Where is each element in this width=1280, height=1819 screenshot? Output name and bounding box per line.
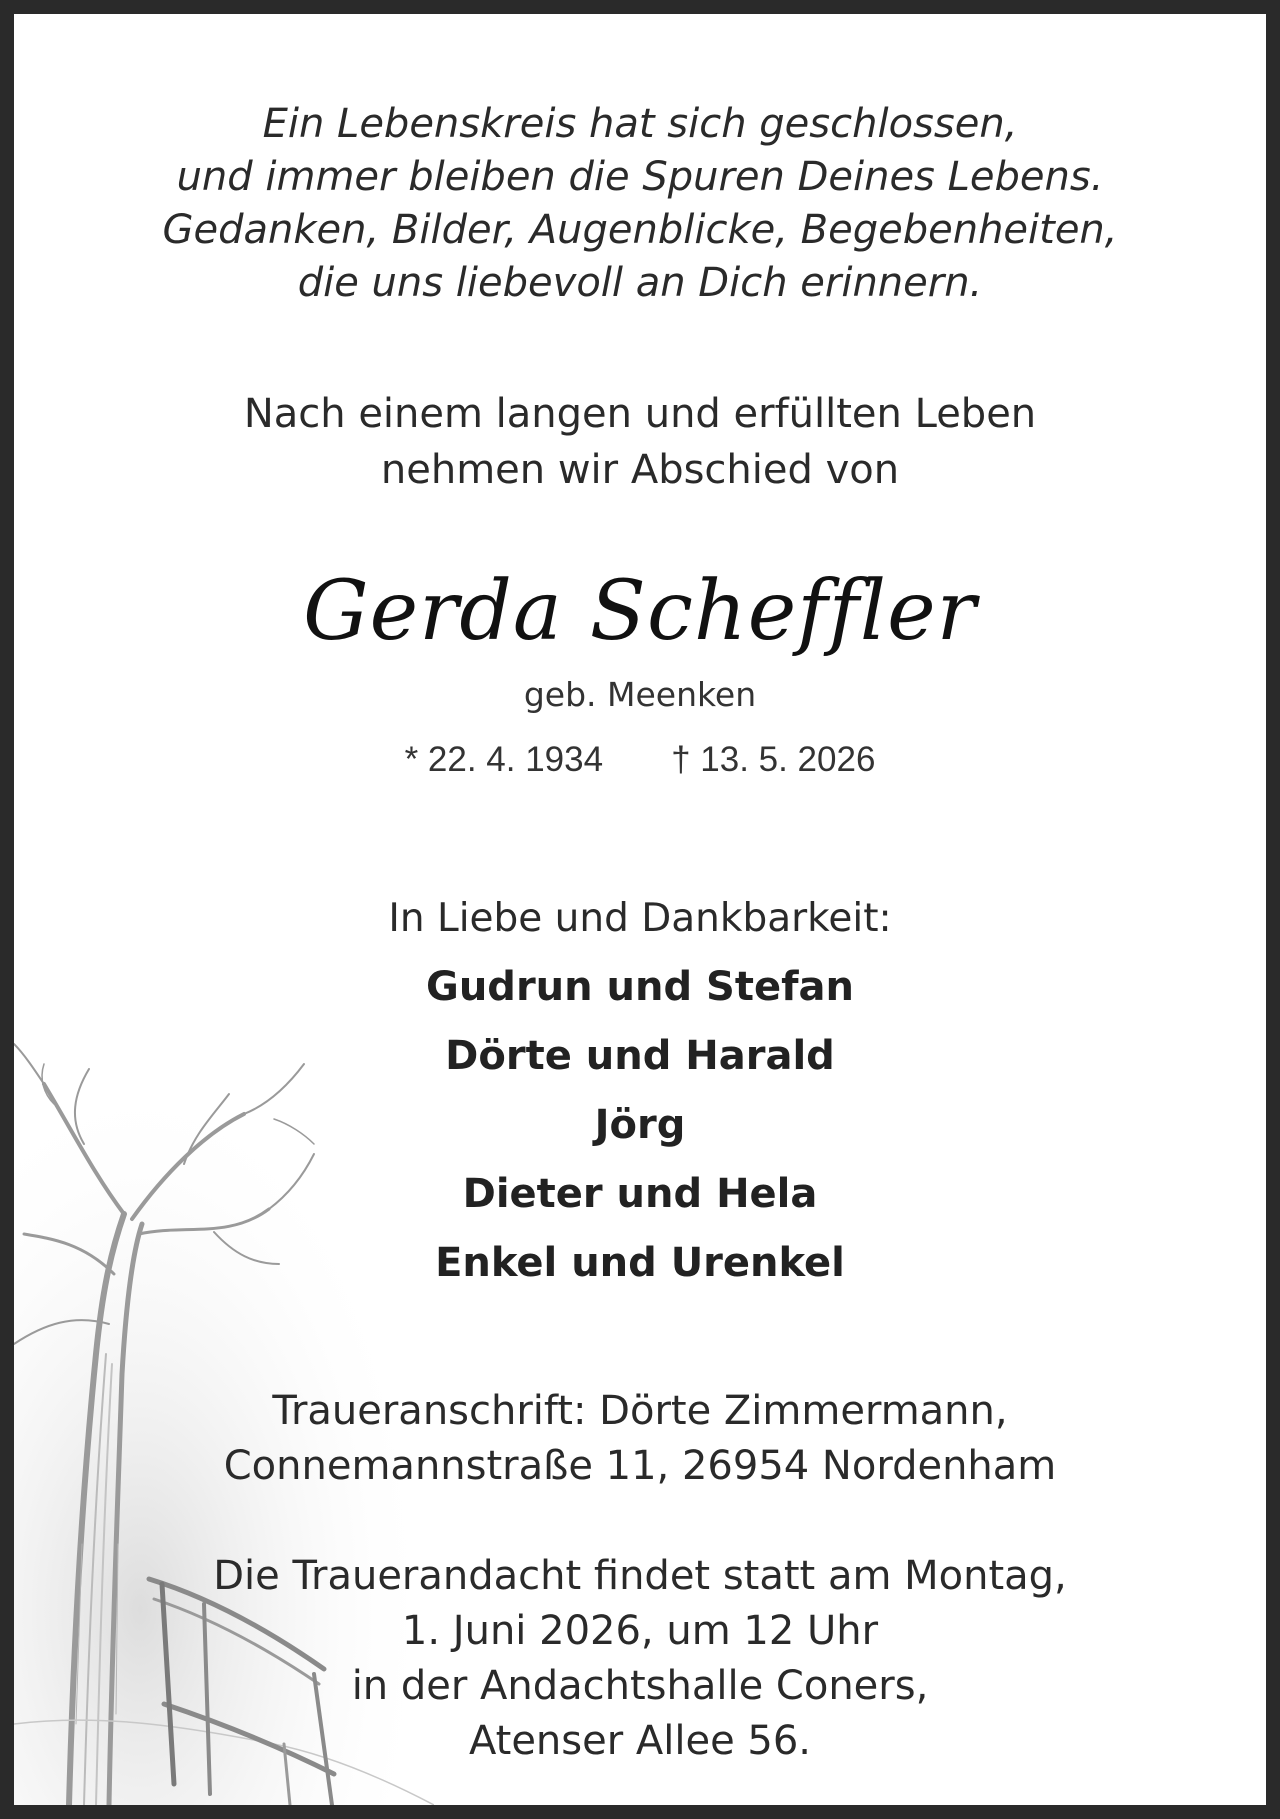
mourner-name: Dörte und Harald (445, 1033, 835, 1079)
service-line-3: in der Andachtshalle Coners, (351, 1663, 929, 1709)
maiden-name: geb. Meenken (523, 675, 757, 714)
birth-date: * 22. 4. 1934 (404, 740, 604, 779)
life-dates (14, 740, 1266, 780)
service-line-4: Atenser Allee 56. (468, 1718, 812, 1764)
address-line-1: Traueranschrift: Dörte Zimmermann, (272, 1388, 1008, 1434)
verse-line-1: Ein Lebenskreis hat sich geschlossen, (262, 101, 1018, 147)
verse-line-3: Gedanken, Bilder, Augenblicke, Begebenheiten, (162, 207, 1118, 253)
death-date: † 13. 5. 2026 (671, 740, 876, 779)
obituary-card (14, 14, 1266, 1805)
mourner-name: Enkel und Urenkel (435, 1240, 845, 1286)
intro-line-2: nehmen wir Abschied von (380, 447, 900, 493)
mourner-name: Gudrun und Stefan (426, 964, 854, 1010)
obituary-content (14, 14, 1266, 1805)
mourner-name: Dieter und Hela (462, 1171, 818, 1217)
address-line-2: Connemannstraße 11, 26954 Nordenham (223, 1443, 1057, 1489)
intro-line-1: Nach einem langen und erfüllten Leben (243, 391, 1037, 437)
service-line-2: 1. Juni 2026, um 12 Uhr (401, 1608, 879, 1654)
mourners-intro: In Liebe und Dankbarkeit: (388, 896, 892, 941)
verse-line-2: und immer bleiben die Spuren Deines Lebens. (176, 154, 1104, 200)
mourner-name: Jörg (594, 1102, 686, 1148)
verse-line-4: die uns liebevoll an Dich erinnern. (297, 260, 983, 306)
service-line-1: Die Trauerandacht findet statt am Montag, (213, 1553, 1067, 1599)
deceased-name: Gerda Scheffler (303, 564, 977, 659)
